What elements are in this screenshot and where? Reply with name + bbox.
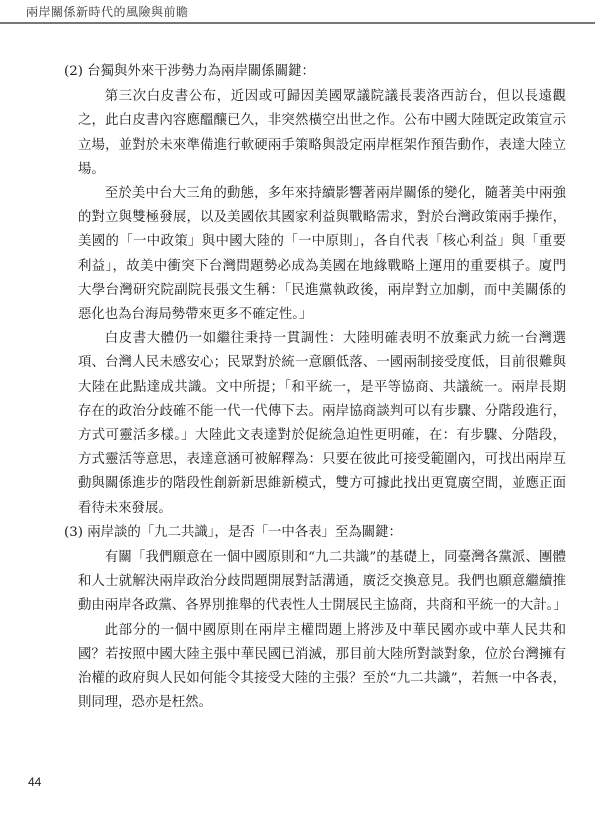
- section-heading: (2) 台獨與外來干涉勢力為兩岸關係關鍵：: [64, 64, 315, 79]
- body-paragraph: 第三次白皮書公布，近因或可歸因美國眾議院議長裴洛西訪台，但以長遠觀之，此白皮書內容應醞釀已久，非突然橫空出世之作。公布中國大陸既定政策宣示立場，並對於未來準備進行軟硬兩手策略與設定兩岸框架作預告動作，表達大陸立場。: [78, 89, 566, 177]
- section-2: [64, 60, 566, 521]
- running-header: [0, 0, 595, 34]
- body-paragraph: 白皮書大體仍一如繼往秉持一貫調性：大陸明確表明不放棄武力統一台灣選項、台灣人民未感安心；民眾對於統一意願低落、一國兩制接受度低，目前很難與大陸在此點達成共識。文中所提；「和平統一，是平等協商、共議統一。兩岸長期存在的政治分歧確不能一代一代傳下去。兩岸協商談判可以有步驟、分階段進行，方式可靈活多樣。」大陸此文表達對於促統急迫性更明確，在：有步驟、分階段，方式靈活等意思，表達意涵可被解釋為：只要在彼此可接受範圍內，可找出兩岸互動與關係進步的階段性創新新思維新模式，雙方可據此找出更寬廣空間，並應正面看待未來發展。: [78, 331, 566, 516]
- body-paragraph: 此部分的一個中國原則在兩岸主權問題上將涉及中華民國亦或中華人民共和國？若按照中國大陸主張中華民國已消滅，那目前大陸所對談對象，位於台灣擁有治權的政府與人民如何能令其接受大陸的主張？至於“九二共識”，若無一中各表，則同理，恐亦是枉然。: [78, 622, 566, 711]
- document-body: [64, 60, 567, 715]
- page-number: 44: [28, 775, 42, 789]
- running-header-title: 兩岸關係新時代的風險與前瞻: [26, 5, 189, 19]
- quote-paragraph: 有關「我們願意在一個中國原則和“九二共識”的基礎上，同臺灣各黨派、團體和人士就解決兩岸政治分歧問題開展對話溝通，廣泛交換意見。我們也願意繼續推動由兩岸各政黨、各界別推舉的代表性人士開展民主協商，共商和平統一的大計。」: [78, 550, 567, 614]
- header-divider: [0, 22, 595, 24]
- section-3: [64, 521, 567, 716]
- body-paragraph: 至於美中台大三角的動態，多年來持續影響著兩岸關係的變化，隨著美中兩強的對立與雙極發展，以及美國依其國家利益與戰略需求，對於台灣政策兩手操作，美國的「一中政策」與中國大陸的「一中原則」，各自代表「核心利益」與「重要利益」，故美中衝突下台灣問題勢必成為美國在地緣戰略上運用的重要棋子。廈門大學台灣研究院副院長張文生稱：「民進黨執政後，兩岸對立加劇，而中美關係的惡化也為台海局勢帶來更多不確定性。」: [78, 186, 566, 323]
- section-heading: (3) 兩岸談的「九二共識」，是否「一中各表」至為關鍵：: [64, 524, 402, 540]
